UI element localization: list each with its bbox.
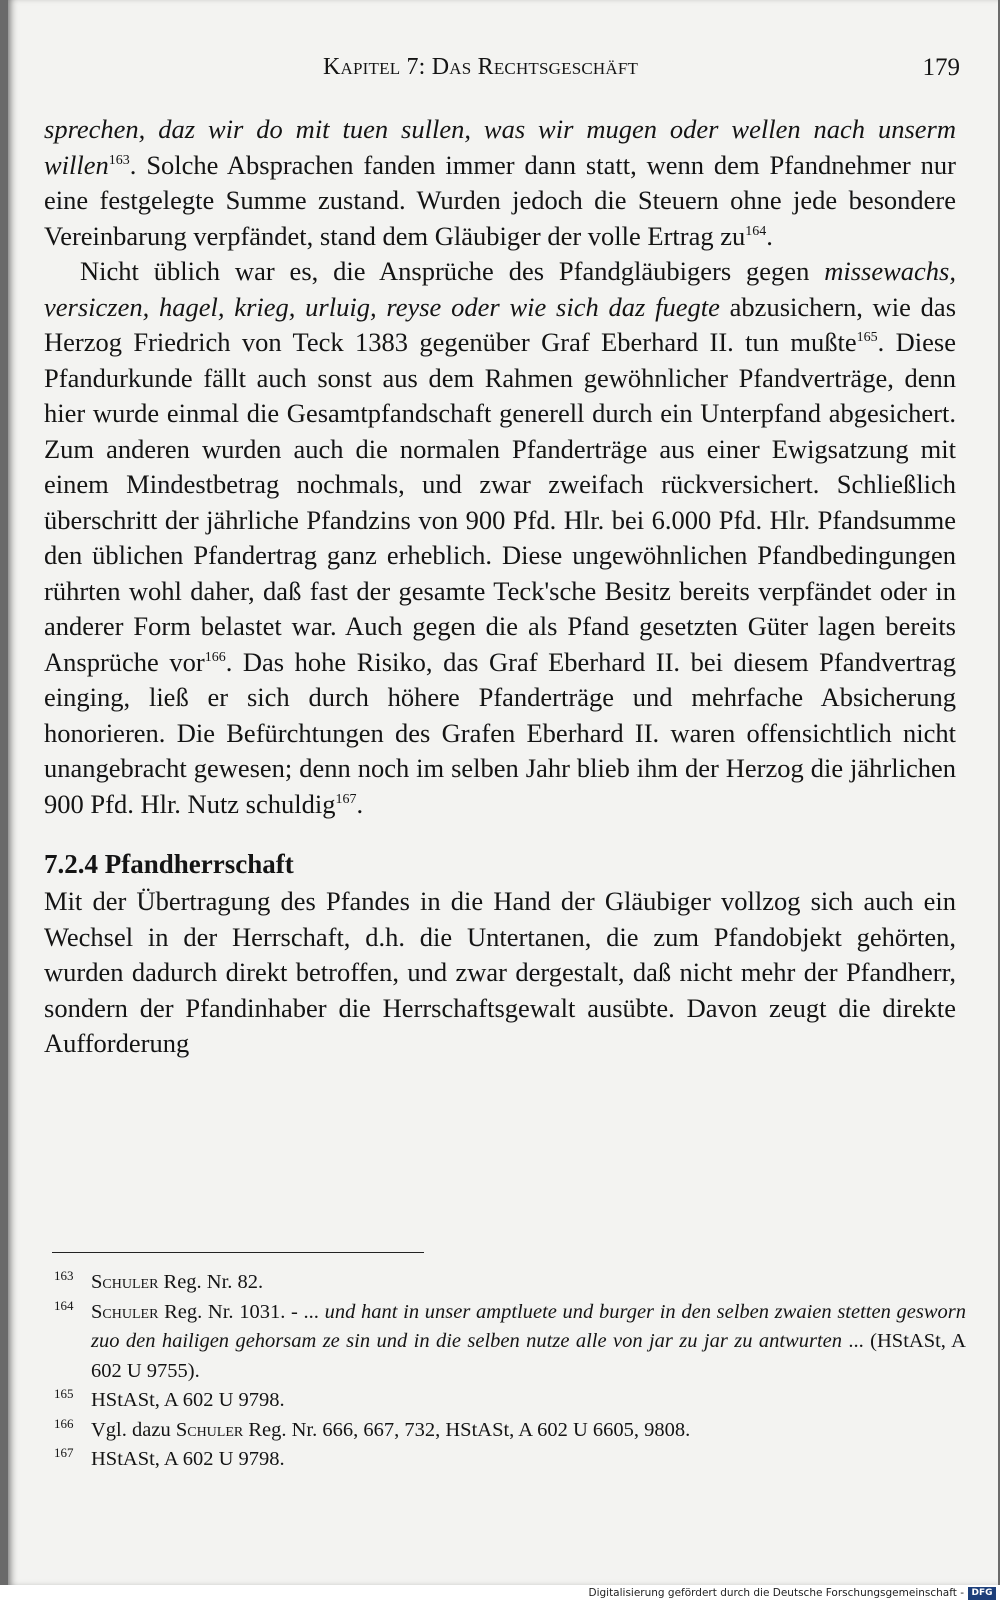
footnote-text: Reg. Nr. 82.: [158, 1271, 264, 1293]
paragraph-1: [44, 112, 956, 254]
body-text: [44, 112, 956, 1062]
digitization-note: Digitalisierung gefördert durch die Deutsche Forschungsgemeinschaft -: [588, 1587, 964, 1599]
footnotes: [54, 1268, 966, 1475]
footnote-number: 165: [54, 1386, 74, 1401]
footnote-divider: [52, 1252, 424, 1253]
footnote-164: [54, 1298, 966, 1387]
paragraph-text: abzusichern, wie das Herzog Friedrich von Teck 1383 gegenüber Graf Eberhard II. tun mußte: [44, 291, 957, 357]
footnote-text: HStASt, A 602 U 9798.: [91, 1389, 285, 1411]
footnote-167: [54, 1445, 966, 1475]
footnote-166: [54, 1416, 966, 1446]
footnote-163: [54, 1268, 966, 1298]
paragraph-2: [44, 254, 956, 822]
quote-text: sprechen, daz wir do mit tuen sullen, was wir mugen oder wellen nach unserm willen: [44, 114, 956, 180]
quote-text: missewachs, versiczen, hagel, krieg, urluig, reyse oder wie sich daz fuegte: [44, 256, 956, 322]
footnote-165: [54, 1386, 966, 1416]
footnote-author: Schuler: [175, 1418, 244, 1441]
book-page: [8, 0, 998, 1585]
footnote-number: 164: [54, 1297, 74, 1313]
section-heading: 7.2.4 Pfandherrschaft: [44, 849, 294, 879]
footnote-ref-163[interactable]: 163: [108, 152, 130, 168]
footnote-author: Schuler: [91, 1271, 159, 1293]
footnote-text: Vgl. dazu: [91, 1418, 176, 1441]
footnote-ref-166[interactable]: 166: [204, 649, 226, 665]
paragraph-text: .: [766, 220, 773, 251]
dfg-logo: DFG: [968, 1587, 996, 1600]
paragraph-text: . Diese Pfandurkunde fällt auch sonst aus dem Rahmen gewöhnlicher Pfandverträge, denn hier wurde einmal die Gesamtpfandschaft generell durch ein Unterpfand abgesichert. Zum anderen wurden auch die normalen Pfanderträge aus einer Ewigsatzung mit einem Mindestbetrag nochmals, und zwar zweifach rückversichert. Schließlich überschritt der jährliche Pfandzins von 900 Pfd. Hlr. bei 6.000 Pfd. Hlr. Pfandsumme den üblichen Pfandertrag ganz erheblich. Diese ungewöhnlichen Pfandbedingungen rührten wohl daher, daß fast der gesamte Teck'sche Besitz bereits verpfändet oder in anderer Form belastet war. Auch gegen die als Pfand gesetzten Güter lagen bereits Ansprüche vor: [44, 327, 956, 677]
paragraph-text: Nicht üblich war es, die Ansprüche des Pfandgläubigers gegen: [80, 256, 825, 286]
footnote-text: ... (HStASt, A 602 U 9755).: [91, 1330, 966, 1382]
footnote-number: 166: [54, 1415, 74, 1431]
footnote-ref-167[interactable]: 167: [335, 791, 357, 807]
page-number: 179: [922, 54, 960, 81]
footnote-text: HStASt, A 602 U 9798.: [91, 1448, 285, 1470]
running-title: Kapitel 7: Das Rechtsgeschäft: [323, 54, 639, 80]
paragraph-text: .: [356, 788, 364, 819]
footnote-number: 163: [54, 1268, 74, 1283]
paragraph-text: . Solche Absprachen fanden immer dann statt, wenn dem Pfandnehmer nur eine festgelegte Summe zustand. Wurden jedoch die Steuern ohne jede besondere Vereinbarung verpfändet, stand dem Gläubiger der volle Ertrag zu: [44, 149, 956, 251]
footnote-text: Reg. Nr. 666, 667, 732, HStASt, A 602 U 6605, 9808.: [243, 1418, 691, 1441]
paragraph-text: . Das hohe Risiko, das Graf Eberhard II. bei diesem Pfandvertrag einging, ließ er sich durch höhere Pfanderträge und mehrfache Absicherung honorieren. Die Befürchtungen des Grafen Eberhard II. waren offensichtlich nicht unangebracht gewesen; denn noch im selben Jahr blieb ihm der Herzog die jährlichen 900 Pfd. Hlr. Nutz schuldig: [44, 646, 956, 819]
page-header: [8, 50, 998, 86]
digitization-footer: [0, 1585, 1000, 1604]
footnote-number: 167: [54, 1445, 74, 1460]
footnote-ref-164[interactable]: 164: [745, 223, 767, 239]
footnote-text: Reg. Nr. 1031. - ...: [158, 1300, 325, 1323]
footnote-ref-165[interactable]: 165: [856, 330, 878, 346]
footnote-quote: und hant in unser amptluete und burger in den selben zwaien stetten gesworn zuo den hailigen gehorsam ze sin und in die selben nutze alle von jar zu jar zu antwurten: [91, 1300, 966, 1352]
footnote-author: Schuler: [91, 1300, 159, 1323]
paragraph-3: Mit der Übertragung des Pfandes in die Hand der Gläubiger vollzog sich auch ein Wechsel in der Herrschaft, d.h. die Untertanen, die zum Pfandobjekt gehörten, wurden dadurch direkt betroffen, und zwar dergestalt, daß nicht mehr der Pfandherr, sondern der Pfandinhaber die Herrschaftsgewalt ausübte. Davon zeugt die direkte Aufforderung: [44, 886, 956, 1058]
